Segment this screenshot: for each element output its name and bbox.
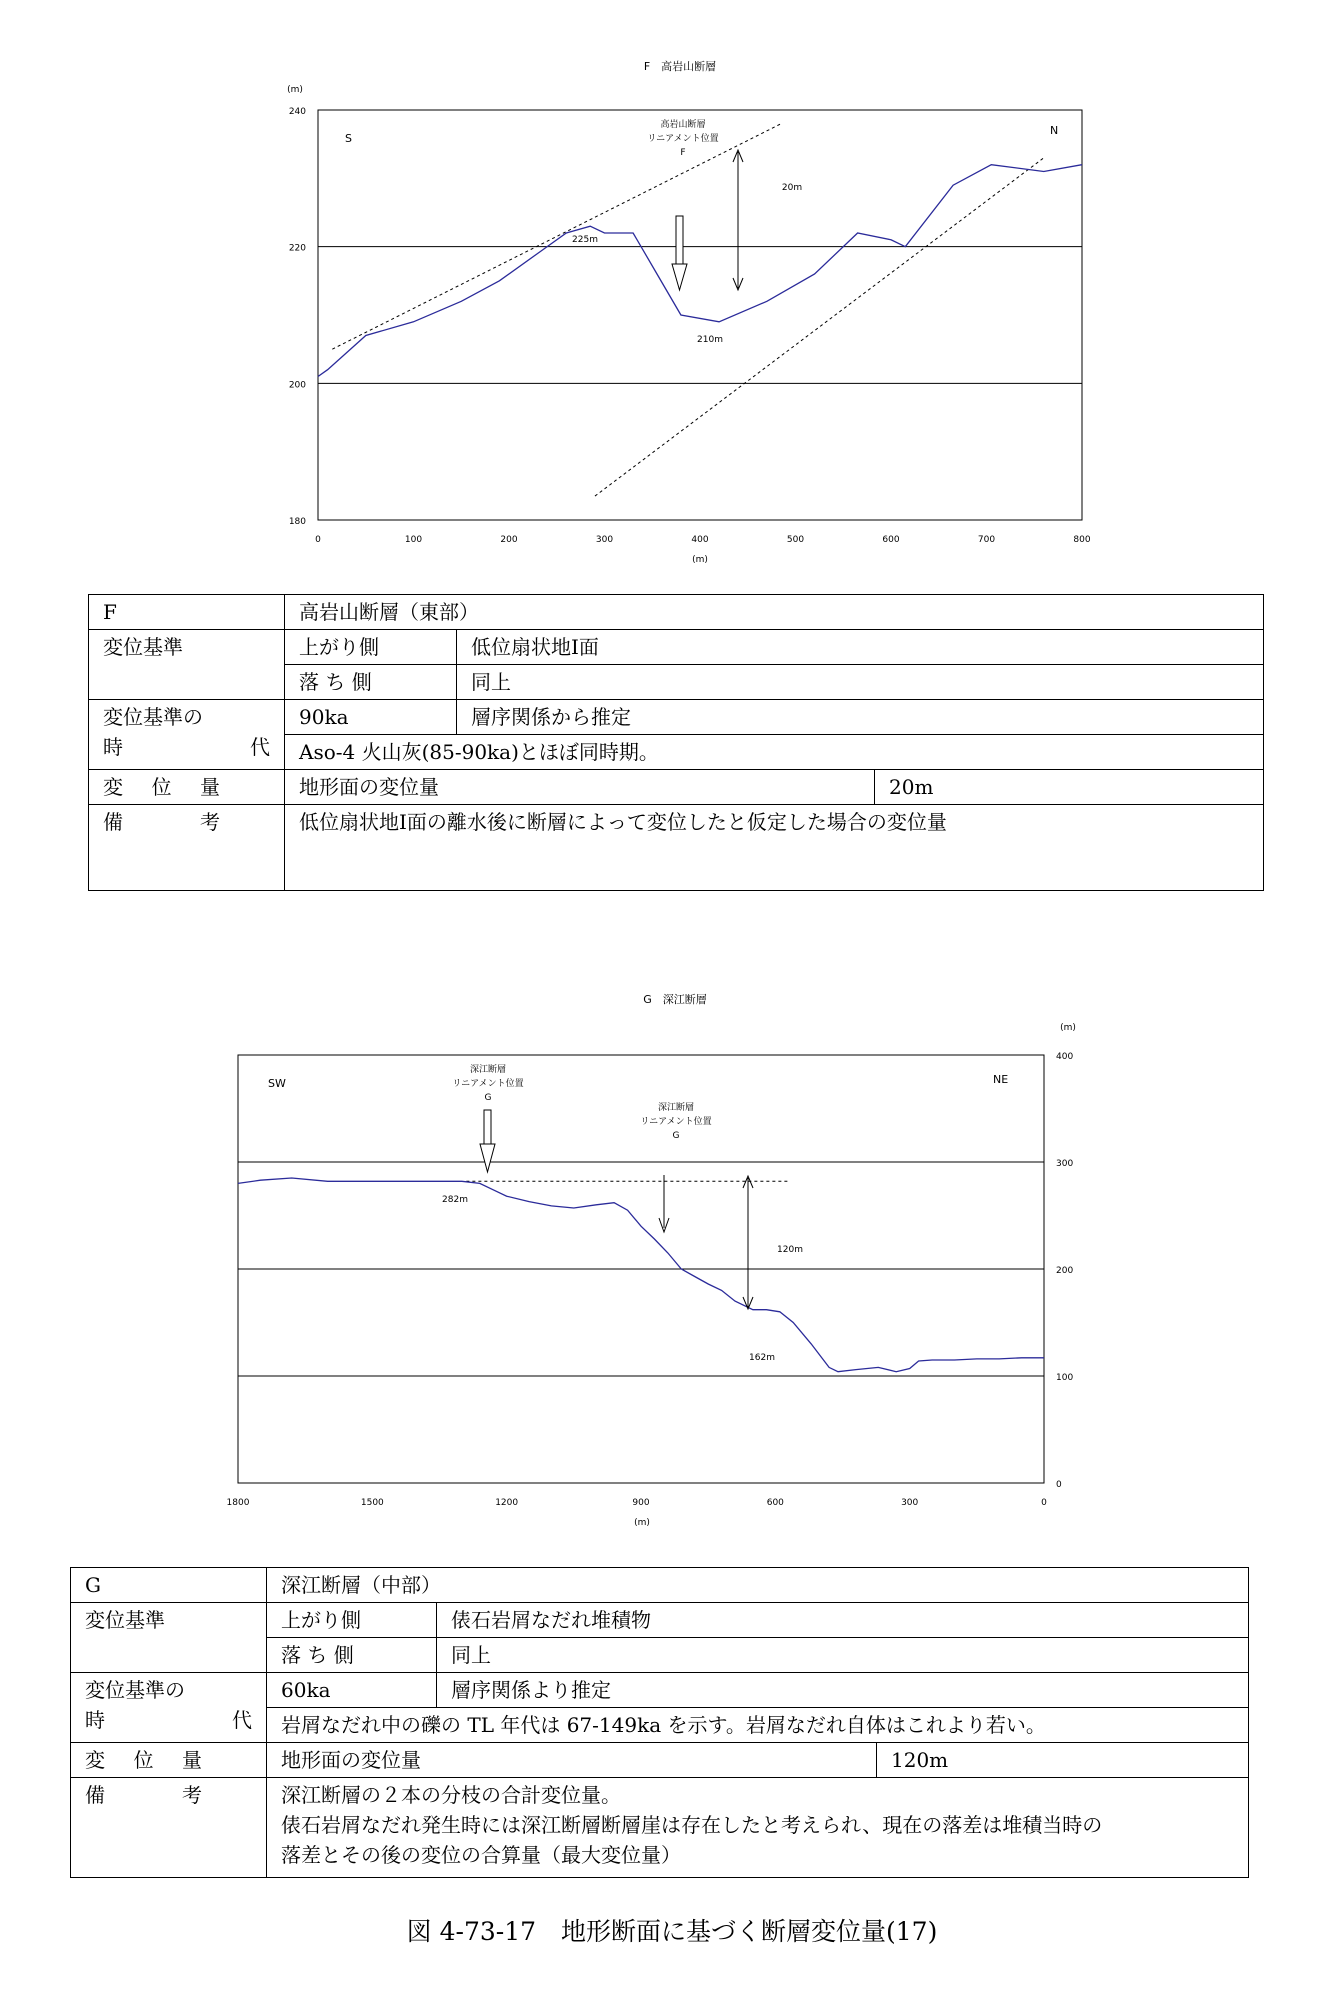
chart-f-upper-elev-label: 225m (572, 235, 598, 245)
table-g-era-label (71, 1673, 267, 1743)
chart-g-displacement-arrow (743, 1176, 753, 1309)
table-g-age-note: 岩屑なだれ中の礫の TL 年代は 67-149ka を示す。岩屑なだれ自体はこれより若い。 (267, 1708, 1249, 1743)
table-f-up-value: 低位扇状地Ⅰ面 (457, 630, 1264, 665)
figure-caption: 図 4-73-17 地形断面に基づく断層変位量(17) (406, 1917, 938, 1946)
table-f-remarks-label-c2: 考 (200, 810, 220, 834)
chart-f-x-tick-700: 700 (977, 535, 996, 545)
chart-g-profile-line (238, 1178, 1044, 1372)
chart-f-x-tick-0: 0 (315, 535, 321, 545)
chart-f-y-tick-220: 220 (288, 243, 306, 254)
table-g-disp-value: 120m (877, 1743, 1249, 1778)
chart-g-x-tick-1500: 1500 (360, 1498, 384, 1508)
chart-g (227, 992, 1076, 1528)
chart-f-x-tick-300: 300 (595, 535, 614, 545)
chart-f-fault-label-2: リニアメント位置 (647, 134, 719, 144)
table-f-up-label: 上がり側 (285, 630, 457, 665)
table-g-era-label-line1: 変位基準の (85, 1678, 185, 1702)
table-f-disp-value: 20m (875, 770, 1264, 805)
chart-g-y-tick-0: 0 (1056, 1480, 1062, 1490)
chart-g-y-tick-200: 200 (1056, 1266, 1074, 1276)
table-f-disp-label-c2: 位 (151, 775, 172, 799)
chart-f-displacement-label: 20m (781, 183, 803, 193)
table-f-era-label-line1: 変位基準の (103, 705, 203, 729)
chart-g-y-tick-300: 300 (1056, 1159, 1074, 1169)
table-g-remarks-label (71, 1778, 267, 1878)
table-g (70, 1567, 1249, 1878)
table-f (88, 594, 1264, 891)
chart-f-fault-arrow (672, 216, 687, 290)
table-f-disp-label-c1: 変 (103, 775, 123, 799)
chart-g-displacement-label: 120m (777, 1245, 803, 1255)
chart-f-y-tick-200: 200 (288, 380, 306, 391)
table-g-down-label: 落 ち 側 (267, 1638, 437, 1673)
table-f-era-label-line2 (103, 732, 270, 762)
chart-g-upper-elev-label: 282m (442, 1195, 468, 1205)
table-g-remarks-line3: 落差とその後の変位の合算量（最大変位量） (281, 1843, 681, 1867)
chart-f-guide-line-1 (332, 124, 781, 350)
chart-g-fault2-label-1: 深江断層 (657, 1103, 695, 1113)
table-f-age-note: Aso-4 火山灰(85-90ka)とほぼ同時期。 (285, 735, 1264, 770)
table-g-disp-desc: 地形面の変位量 (267, 1743, 877, 1778)
chart-g-fault1-label-3: G (484, 1093, 492, 1103)
table-g-up-label: 上がり側 (267, 1603, 437, 1638)
chart-f-x-tick-600: 600 (882, 535, 900, 545)
chart-f-x-tick-400: 400 (691, 535, 709, 545)
table-g-name: 深江断層（中部） (267, 1568, 1249, 1603)
chart-f-y-tick-180: 180 (288, 517, 306, 527)
table-f-remarks-label (89, 805, 285, 891)
chart-f-x-tick-100: 100 (404, 535, 423, 545)
table-f-remarks: 低位扇状地Ⅰ面の離水後に断層によって変位したと仮定した場合の変位量 (285, 805, 1264, 891)
chart-f-x-tick-500: 500 (786, 535, 805, 545)
table-g-age-method: 層序関係より推定 (437, 1673, 1249, 1708)
table-g-era-label-ji: 時 (85, 1708, 105, 1732)
chart-g-gridlines (238, 1162, 1044, 1376)
chart-f-ylabel: (m) (287, 85, 303, 95)
table-f-era-label-dai: 代 (250, 735, 270, 759)
chart-g-fault2-label-3: G (672, 1131, 680, 1141)
chart-f-direction-s: S (345, 132, 352, 145)
table-g-disp-label-c3: 量 (182, 1748, 202, 1772)
chart-g-lower-elev-label: 162m (749, 1353, 775, 1363)
table-f-down-value: 同上 (457, 665, 1264, 700)
chart-g-y-ticks (1056, 1052, 1073, 1490)
chart-f-fault-label-1: 高岩山断層 (660, 120, 706, 130)
chart-g-title: G 深江断層 (643, 993, 707, 1006)
chart-f-plot-frame (318, 110, 1082, 520)
chart-g-fault2-label-2: リニアメント位置 (640, 1117, 712, 1127)
table-g-remarks-line2: 俵石岩屑なだれ発生時には深江断層断層崖は存在したと考えられ、現在の落差は堆積当時の (281, 1813, 1103, 1837)
chart-g-x-tick-1800: 1800 (226, 1498, 250, 1508)
table-f-down-label: 落 ち 側 (285, 665, 457, 700)
chart-f-x-tick-800: 800 (1073, 535, 1091, 545)
chart-g-y-tick-100: 100 (1056, 1373, 1074, 1383)
table-g-disp-label-c2: 位 (133, 1748, 154, 1772)
chart-f-xlabel: (m) (692, 555, 708, 565)
chart-g-x-ticks (227, 1498, 1048, 1508)
chart-f-fault-label-3: F (680, 148, 686, 158)
chart-f-y-tick-240: 240 (288, 107, 306, 117)
chart-f (287, 59, 1091, 565)
chart-g-x-tick-300: 300 (901, 1498, 919, 1508)
table-g-era-label-dai: 代 (232, 1708, 252, 1732)
table-g-basis-label: 変位基準 (71, 1603, 267, 1673)
chart-f-lower-elev-label: 210m (697, 335, 723, 345)
chart-g-x-tick-900: 900 (632, 1498, 650, 1508)
chart-f-x-tick-200: 200 (500, 535, 518, 545)
table-f-disp-label (89, 770, 285, 805)
chart-g-y-tick-400: 400 (1056, 1052, 1074, 1062)
table-f-remarks-label-c1: 備 (103, 810, 123, 834)
chart-g-fault1-label-2: リニアメント位置 (452, 1079, 524, 1089)
table-f-age-method: 層序関係から推定 (457, 700, 1264, 735)
table-g-id: G (71, 1568, 267, 1603)
chart-f-guide-lines (332, 124, 1043, 496)
table-g-era-label-line2 (85, 1705, 252, 1735)
chart-g-fault2-arrow (659, 1175, 669, 1232)
table-f-name: 高岩山断層（東部） (285, 595, 1264, 630)
table-f-basis-label: 変位基準 (89, 630, 285, 700)
table-f-id: F (89, 595, 285, 630)
table-g-up-value: 俵石岩屑なだれ堆積物 (437, 1603, 1249, 1638)
chart-g-xlabel: (m) (634, 1518, 650, 1528)
table-g-remarks-line1: 深江断層の２本の分枝の合計変位量。 (281, 1783, 621, 1807)
chart-f-title: F 高岩山断層 (643, 60, 717, 73)
chart-g-ylabel: (m) (1060, 1023, 1076, 1033)
chart-g-fault1-label-1: 深江断層 (469, 1065, 507, 1075)
chart-f-gridlines (318, 247, 1082, 384)
chart-f-x-ticks (315, 535, 1091, 545)
chart-f-guide-line-2 (595, 158, 1044, 496)
chart-g-x-tick-0: 0 (1041, 1498, 1047, 1508)
table-g-disp-label-c1: 変 (85, 1748, 105, 1772)
table-g-remarks-label-c1: 備 (85, 1783, 105, 1807)
chart-g-direction-sw: SW (268, 1077, 286, 1090)
table-g-down-value: 同上 (437, 1638, 1249, 1673)
table-f-era-label (89, 700, 285, 770)
chart-f-direction-n: N (1050, 124, 1059, 137)
table-g-disp-label (71, 1743, 267, 1778)
chart-g-x-tick-600: 600 (766, 1498, 784, 1508)
chart-g-fault1-arrow (480, 1110, 495, 1172)
table-g-remarks (267, 1778, 1249, 1878)
chart-f-displacement-arrow (733, 150, 743, 290)
chart-f-y-ticks (289, 107, 306, 527)
table-f-era-label-ji: 時 (103, 735, 123, 759)
table-f-age: 90ka (285, 700, 457, 735)
table-g-age: 60ka (267, 1673, 437, 1708)
table-f-disp-label-c3: 量 (200, 775, 220, 799)
chart-g-direction-ne: NE (993, 1073, 1009, 1086)
chart-g-x-tick-1200: 1200 (495, 1498, 519, 1508)
table-g-remarks-label-c2: 考 (182, 1783, 202, 1807)
table-f-disp-desc: 地形面の変位量 (285, 770, 875, 805)
